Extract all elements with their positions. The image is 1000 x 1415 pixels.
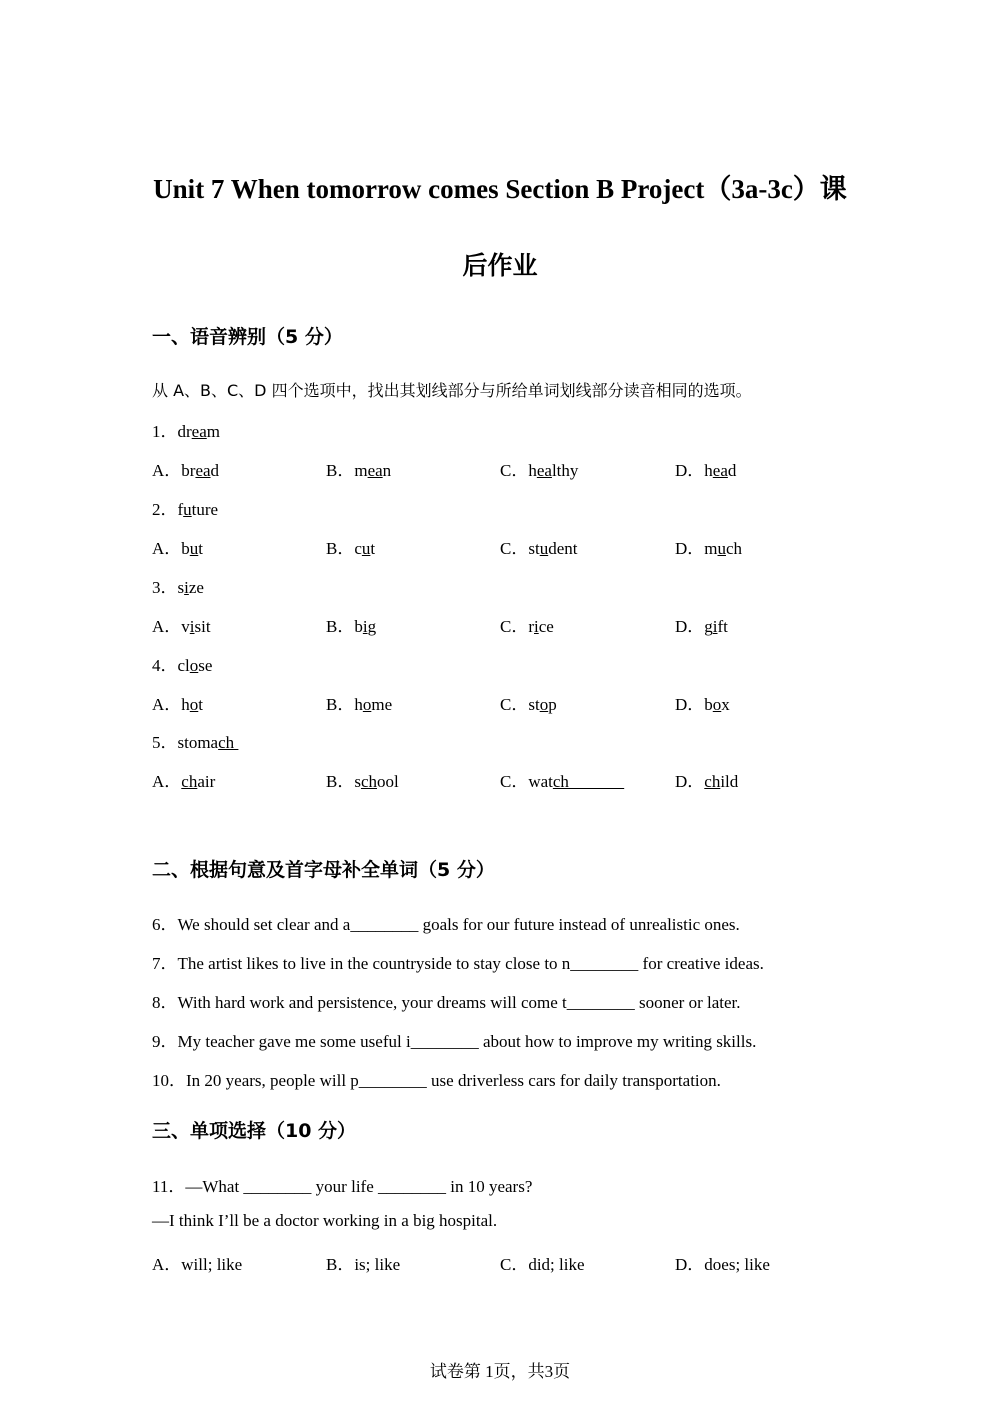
question-11-response: —I think I’ll be a doctor working in a big hospital.: [152, 1211, 498, 1230]
question-5-stem: 5．stomach: [152, 733, 239, 752]
fill-in-item-9: 9．My teacher gave me some useful i________ about how to improve my writing skills.: [152, 1032, 757, 1051]
question-5-option-b[interactable]: B．school: [326, 772, 399, 791]
question-4-option-b[interactable]: B．home: [326, 695, 393, 714]
question-1-option-a[interactable]: A．bread: [152, 461, 220, 480]
question-11-stem: 11．—What ________ your life ________ in 10 years?: [152, 1177, 533, 1196]
question-3-option-a[interactable]: A．visit: [152, 617, 211, 636]
fill-in-item-6: 6．We should set clear and a________ goals for our future instead of unrealistic ones.: [152, 915, 740, 934]
question-3-stem: 3．size: [152, 578, 204, 597]
question-1-option-c[interactable]: C．healthy: [500, 461, 579, 480]
question-1-option-b[interactable]: B．mean: [326, 461, 392, 480]
document-title-line2: 后作业: [462, 251, 538, 280]
section-1-heading: 一、语音辨别（5 分）: [152, 326, 343, 348]
page-footer: 试卷第 1页，共3页: [429, 1362, 571, 1381]
question-5-option-a[interactable]: A．chair: [152, 772, 216, 791]
question-3-option-b[interactable]: B．big: [326, 617, 377, 636]
question-5-option-d[interactable]: D．child: [675, 772, 739, 791]
section-2-heading: 二、根据句意及首字母补全单词（5 分）: [152, 859, 495, 881]
question-11-option-c[interactable]: C．did; like: [500, 1255, 585, 1274]
question-2-option-d[interactable]: D．much: [675, 539, 743, 558]
question-11-option-d[interactable]: D．does; like: [675, 1255, 770, 1274]
question-4-option-d[interactable]: D．box: [675, 695, 730, 714]
section-3-heading: 三、单项选择（10 分）: [152, 1120, 357, 1142]
question-2-option-a[interactable]: A．but: [152, 539, 204, 558]
document-title-line1: Unit 7 When tomorrow comes Section B Project（3a-3c）课: [153, 174, 847, 204]
question-2-option-b[interactable]: B．cut: [326, 539, 376, 558]
fill-in-item-7: 7．The artist likes to live in the countryside to stay close to n________ for creative ideas.: [152, 954, 764, 973]
question-5-option-c[interactable]: C．watch: [500, 772, 625, 791]
question-1-stem: 1．dream: [152, 422, 220, 441]
question-1-option-d[interactable]: D．head: [675, 461, 737, 480]
question-2-option-c[interactable]: C．student: [500, 539, 578, 558]
fill-in-item-10: 10．In 20 years, people will p________ use driverless cars for daily transportation.: [152, 1071, 721, 1090]
question-11-option-a[interactable]: A．will; like: [152, 1255, 243, 1274]
section-1-instruction: 从 A、B、C、D 四个选项中，找出其划线部分与所给单词划线部分读音相同的选项。: [152, 381, 752, 400]
question-4-stem: 4．close: [152, 656, 213, 675]
question-4-option-a[interactable]: A．hot: [152, 695, 204, 714]
question-3-option-c[interactable]: C．rice: [500, 617, 554, 636]
fill-in-item-8: 8．With hard work and persistence, your dreams will come t________ sooner or later.: [152, 993, 741, 1012]
question-11-option-b[interactable]: B．is; like: [326, 1255, 401, 1274]
question-2-stem: 2．future: [152, 500, 219, 519]
question-4-option-c[interactable]: C．stop: [500, 695, 557, 714]
question-3-option-d[interactable]: D．gift: [675, 617, 728, 636]
